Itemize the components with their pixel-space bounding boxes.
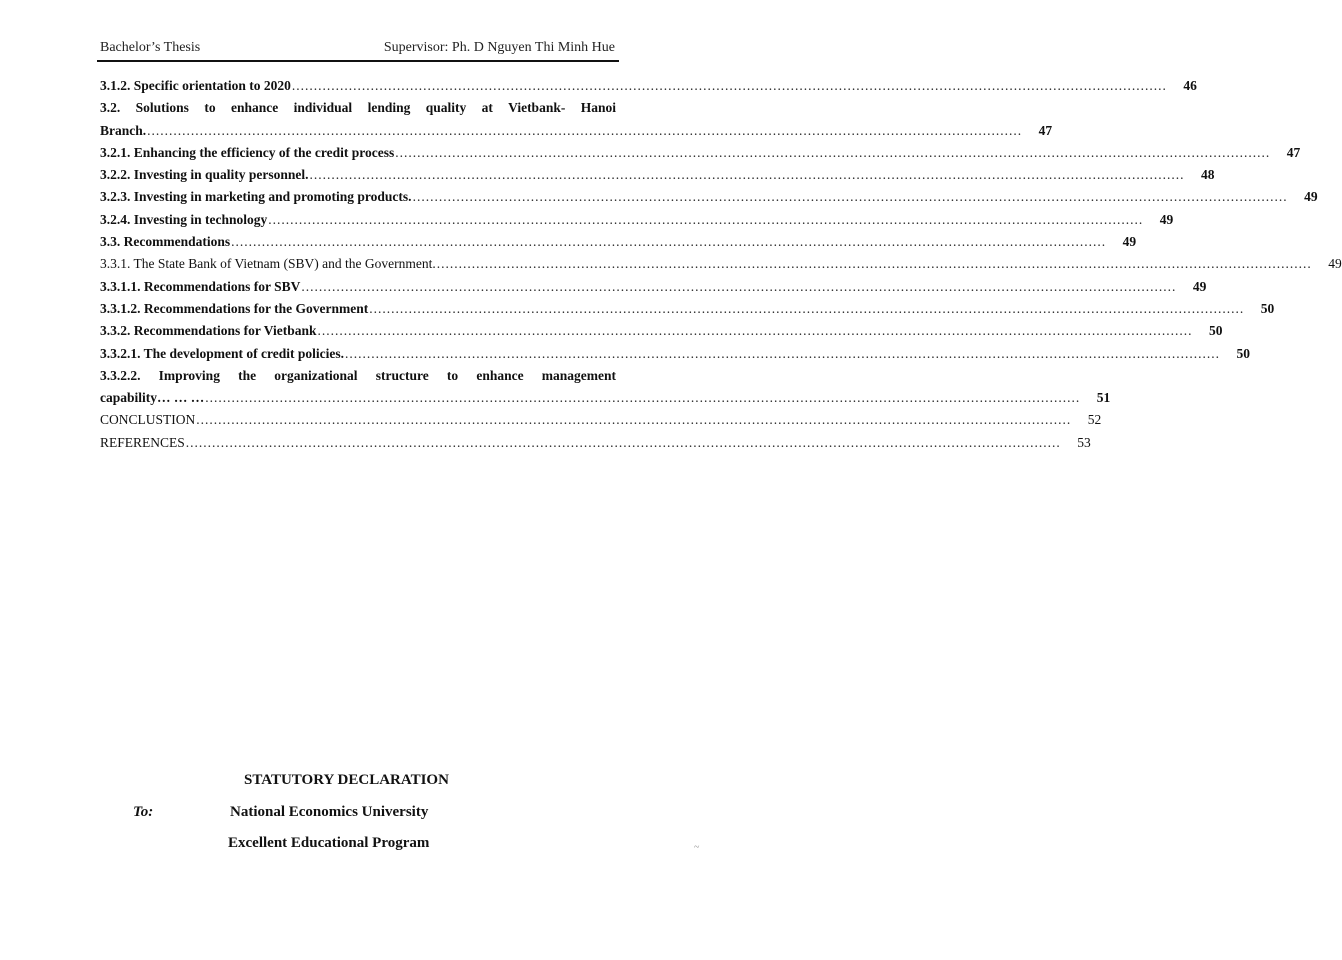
toc-entry [100, 189, 1318, 211]
toc-leader-dots: ........................................................................................................................................................................................................ [268, 211, 1144, 227]
toc-entry-label: 3.3.2.2. Improving the organizational structure to enhance management [100, 367, 616, 383]
toc-leader-dots: ........................................................................................................................................................................................................ [412, 189, 1288, 205]
toc-entry-page: 49 [1159, 211, 1174, 227]
toc-entry [100, 167, 1215, 189]
toc-entry [100, 278, 1207, 301]
toc-leader-dots: ........................................................................................................................................................................................................ [317, 323, 1193, 339]
toc-entry [100, 412, 1102, 434]
toc-entry [100, 300, 1275, 323]
toc-entry-label: REFERENCES [100, 434, 185, 450]
toc-entry [100, 122, 1053, 145]
toc-leader-dots: ........................................................................................................................................................................................................ [395, 144, 1271, 160]
header-right-text: Supervisor: Ph. D Nguyen Thi Minh Hue [383, 40, 615, 55]
toc-entry [100, 78, 1197, 100]
declaration-to-label: To: [133, 804, 154, 820]
toc-entry-page: 48 [1201, 167, 1215, 183]
toc-entry-label: 3.1.2. Specific orientation to 2020 [100, 78, 291, 93]
toc-entry-page: 49 [1304, 189, 1318, 205]
toc-leader-dots: ........................................................................................................................................................................................................ [309, 167, 1185, 183]
toc-entry-label: 3.3.1. The State Bank of Vietnam (SBV) and the Government. [100, 256, 436, 272]
toc-entry-page: 46 [1183, 78, 1197, 93]
header-left-text: Bachelor’s Thesis [100, 40, 201, 55]
toc-leader-dots: ........................................................................................................................................................................................................ [301, 278, 1177, 294]
declaration-program: Excellent Educational Program [228, 835, 430, 851]
toc-leader-dots: ........................................................................................................................................................................................................ [291, 78, 1167, 93]
toc-entry-page: 51 [1096, 390, 1111, 406]
toc-entry-label: Branch. [100, 122, 147, 138]
toc-entry-label: 3.3. Recommendations [100, 234, 231, 250]
toc-leader-dots: ........................................................................................................................................................................................................ [196, 412, 1072, 428]
toc-entry [100, 323, 1223, 345]
toc-entry [100, 256, 1342, 278]
toc-entry-label: 3.2.3. Investing in marketing and promoting products. [100, 189, 412, 205]
toc-entry-label: CONCLUSTION [100, 412, 196, 428]
toc-entry-page: 50 [1260, 300, 1275, 316]
toc-entry-label: 3.2.2. Investing in quality personnel. [100, 167, 309, 183]
toc-entry-label: 3.2. Solutions to enhance individual lending quality at Vietbank- Hanoi [100, 100, 616, 116]
toc-entry-page: 47 [1038, 122, 1053, 138]
toc-leader-dots: ........................................................................................................................................................................................................ [205, 390, 1081, 406]
toc-entry-label: capability… … … [100, 390, 205, 406]
toc-entry-label: 3.3.1.2. Recommendations for the Government [100, 300, 369, 316]
declaration-title: STATUTORY DECLARATION [244, 772, 449, 788]
page-header [100, 40, 615, 56]
toc-leader-dots: ........................................................................................................................................................................................................ [344, 345, 1220, 361]
toc-entry-label: 3.3.2.1. The development of credit policies. [100, 345, 344, 361]
toc-entry [100, 211, 1174, 234]
toc-entry-label: 3.2.1. Enhancing the efficiency of the credit process [100, 144, 395, 160]
toc-entry-page: 49 [1192, 278, 1207, 294]
toc-entry-page: 52 [1087, 412, 1102, 428]
toc-entry-page: 50 [1236, 345, 1250, 361]
header-rule [97, 60, 619, 62]
toc-leader-dots: ........................................................................................................................................................................................................ [231, 234, 1107, 250]
toc-entry-page: 49 [1122, 234, 1137, 250]
toc-entry [100, 100, 616, 122]
toc-entry-label: 3.3.2. Recommendations for Vietbank [100, 323, 317, 339]
declaration-recipient: National Economics University [230, 804, 429, 820]
toc-entry [100, 368, 616, 390]
toc-leader-dots: ........................................................................................................................................................................................................ [369, 300, 1245, 316]
toc-leader-dots: ........................................................................................................................................................................................................ [147, 122, 1023, 138]
toc-entry [100, 390, 1111, 412]
toc-entry-label: 3.2.4. Investing in technology [100, 211, 268, 227]
toc-entry-page: 47 [1286, 144, 1301, 160]
toc-entry [100, 234, 1137, 256]
toc-entry-label: 3.3.1.1. Recommendations for SBV [100, 278, 301, 294]
toc-entry-page: 50 [1209, 323, 1223, 339]
toc-leader-dots: ........................................................................................................................................................................................................ [436, 256, 1312, 272]
edge-mark: ~ [694, 842, 700, 853]
toc-entry [100, 345, 1250, 368]
toc-entry [100, 434, 1091, 457]
toc-entry-page: 49 [1328, 256, 1342, 272]
toc-leader-dots: ........................................................................................................................................................................................................ [185, 434, 1061, 450]
toc-entry [100, 144, 1301, 167]
toc-entry-page: 53 [1077, 434, 1091, 450]
table-of-contents [100, 78, 1342, 457]
